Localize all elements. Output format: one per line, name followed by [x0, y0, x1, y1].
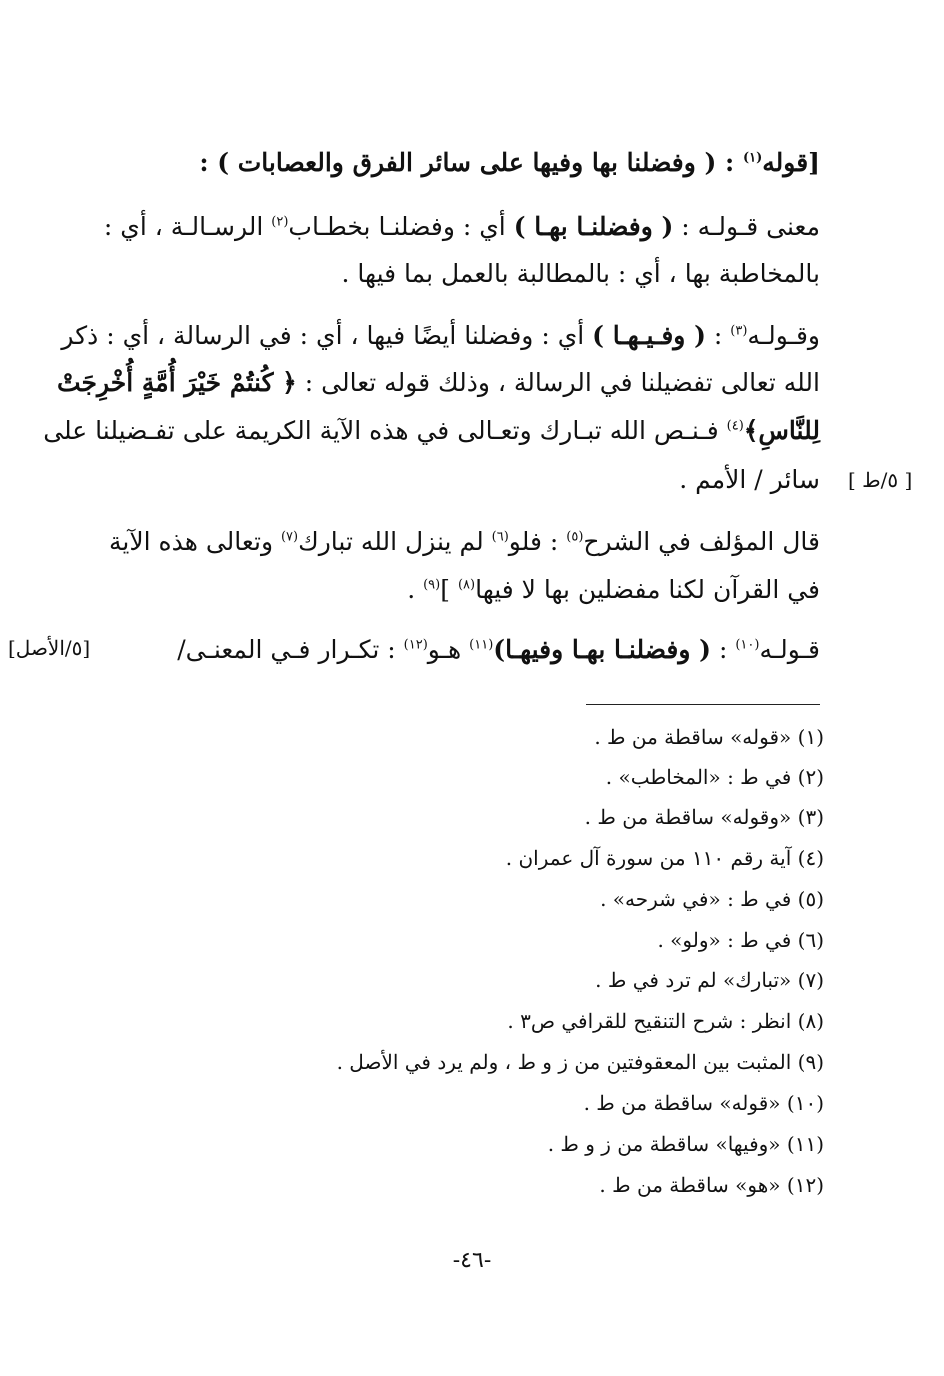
page-number: -٤٦-: [452, 1248, 492, 1273]
margin-note-asl: [٥/الأصل]: [8, 636, 91, 660]
footnote-ref[interactable]: (٢): [271, 214, 289, 230]
footnote-3: (٣) «وقوله» ساقطة من ط .: [584, 805, 824, 829]
footnote-number: (٣): [797, 805, 824, 829]
footnote-4: (٤) آية رقم ١١٠ من سورة آل عمران .: [505, 846, 824, 870]
footnote-11: (١١) «وفيها» ساقطة من ز و ط .: [547, 1132, 824, 1156]
footnote-2: (٢) في ط : «المخاطب» .: [605, 765, 824, 789]
footnote-ref[interactable]: (٧): [280, 529, 299, 545]
footnote-ref[interactable]: (٥): [566, 529, 584, 545]
quoted-phrase: ( وفـيـهـا ): [592, 321, 706, 350]
heading-word: قوله: [762, 148, 809, 177]
footnote-ref[interactable]: (١): [742, 150, 763, 166]
footnote-12: (١٢) «هو» ساقطة من ط .: [599, 1173, 824, 1197]
margin-note-ta: [ ٥/ط ]: [848, 468, 913, 492]
footnote-number: (١٠): [786, 1091, 824, 1115]
footnote-ref[interactable]: (١٠): [735, 637, 760, 653]
quran-verse: لِلنَّاسِ﴾: [743, 416, 820, 445]
footnote-number: (٤): [797, 846, 824, 870]
para2-line4: سائر / الأمم .: [679, 465, 820, 494]
footnote-number: (٥): [797, 887, 824, 911]
para4-line1: قـولـه$^{(١٠)}$ : ( وفضلنـا بهـا وفيهـا)$^{(١١)}$ هـو$^{(١٢)}$ : تكـرار فـي المعنـى/: [177, 635, 820, 664]
para3-line2: في القرآن لكنا مفضلين بها لا فيها$^{(٨)}$ ]$^{(٩)}$ .: [407, 575, 820, 604]
footnote-8: (٨) انظر : شرح التنقيح للقرافي ص٣ .: [507, 1009, 824, 1033]
footnote-ref[interactable]: (٣): [730, 323, 748, 339]
footnote-9: (٩) المثبت بين المعقوفتين من ز و ط ، ولم يرد في الأصل .: [336, 1050, 824, 1074]
footnote-number: (١١): [786, 1132, 824, 1156]
footnote-number: (١٢): [786, 1173, 824, 1197]
quoted-phrase: ( وفضلنـا بهـا ): [513, 212, 674, 241]
footnote-ref[interactable]: (٨): [457, 577, 476, 593]
footnote-number: (٨): [797, 1009, 824, 1033]
footnote-7: (٧) «تبارك» لم ترد في ط .: [595, 968, 824, 992]
footnote-number: (٧): [797, 968, 824, 992]
footnote-10: (١٠) «قوله» ساقطة من ط .: [583, 1091, 824, 1115]
footnote-ref[interactable]: (٤): [726, 418, 744, 434]
section-heading: [110, 145, 820, 181]
para1-line1: معنى قـولـه : ( وفضلنـا بهـا ) أي : وفضلنـا بخطـاب$^{(٢)}$ الرسـالـة ، أي :: [103, 212, 820, 241]
footnote-number: (٢): [797, 765, 824, 789]
heading-text: : ( وفضلنا بها وفيها على سائر الفرق والعصابات ) :: [199, 148, 743, 177]
footnote-number: (٩): [797, 1050, 824, 1074]
footnote-number: (١): [797, 725, 824, 749]
quran-verse: ﴿ كُنتُمْ خَيْرَ أُمَّةٍ أُخْرِجَتْ: [57, 368, 297, 397]
para1-line2: بالمخاطبة بها ، أي : بالمطالبة بالعمل بما فيها .: [341, 259, 820, 288]
heading-bracket: [: [808, 148, 820, 177]
footnote-ref[interactable]: (٩): [423, 577, 441, 593]
footnote-5: (٥) في ط : «في شرحه» .: [600, 887, 824, 911]
para2-line1: وقـولـه$^{(٣)}$ : ( وفـيـهـا ) أي : وفضلنا أيضًا فيها ، أي : في الرسالة ، أي : ذكر: [61, 321, 820, 350]
footnote-divider: [586, 704, 820, 705]
footnote-ref[interactable]: (٦): [491, 529, 509, 545]
footnote-number: (٦): [797, 928, 824, 952]
para2-line2: الله تعالى تفضيلنا في الرسالة ، وذلك قوله تعالى : ﴿ كُنتُمْ خَيْرَ أُمَّةٍ أُخْرِجَتْ: [57, 368, 820, 397]
footnote-6: (٦) في ط : «ولو» .: [657, 928, 824, 952]
para2-line3: لِلنَّاسِ﴾$^{(٤)}$ فـنـص الله تبـارك وتعـالى في هذه الآية الكريمة على تفـضيلنا على: [43, 416, 820, 445]
para3-line1: قال المؤلف في الشرح$^{(٥)}$ : فلو$^{(٦)}$ لم ينزل الله تبارك$^{(٧)}$ وتعالى هذه الآية: [108, 527, 820, 556]
quoted-phrase: ( وفضلنـا بهـا وفيهـا): [493, 635, 711, 664]
footnote-ref[interactable]: (١٢): [403, 637, 428, 653]
footnote-1: (١) «قوله» ساقطة من ط .: [594, 725, 824, 749]
footnote-ref[interactable]: (١١): [469, 637, 494, 653]
